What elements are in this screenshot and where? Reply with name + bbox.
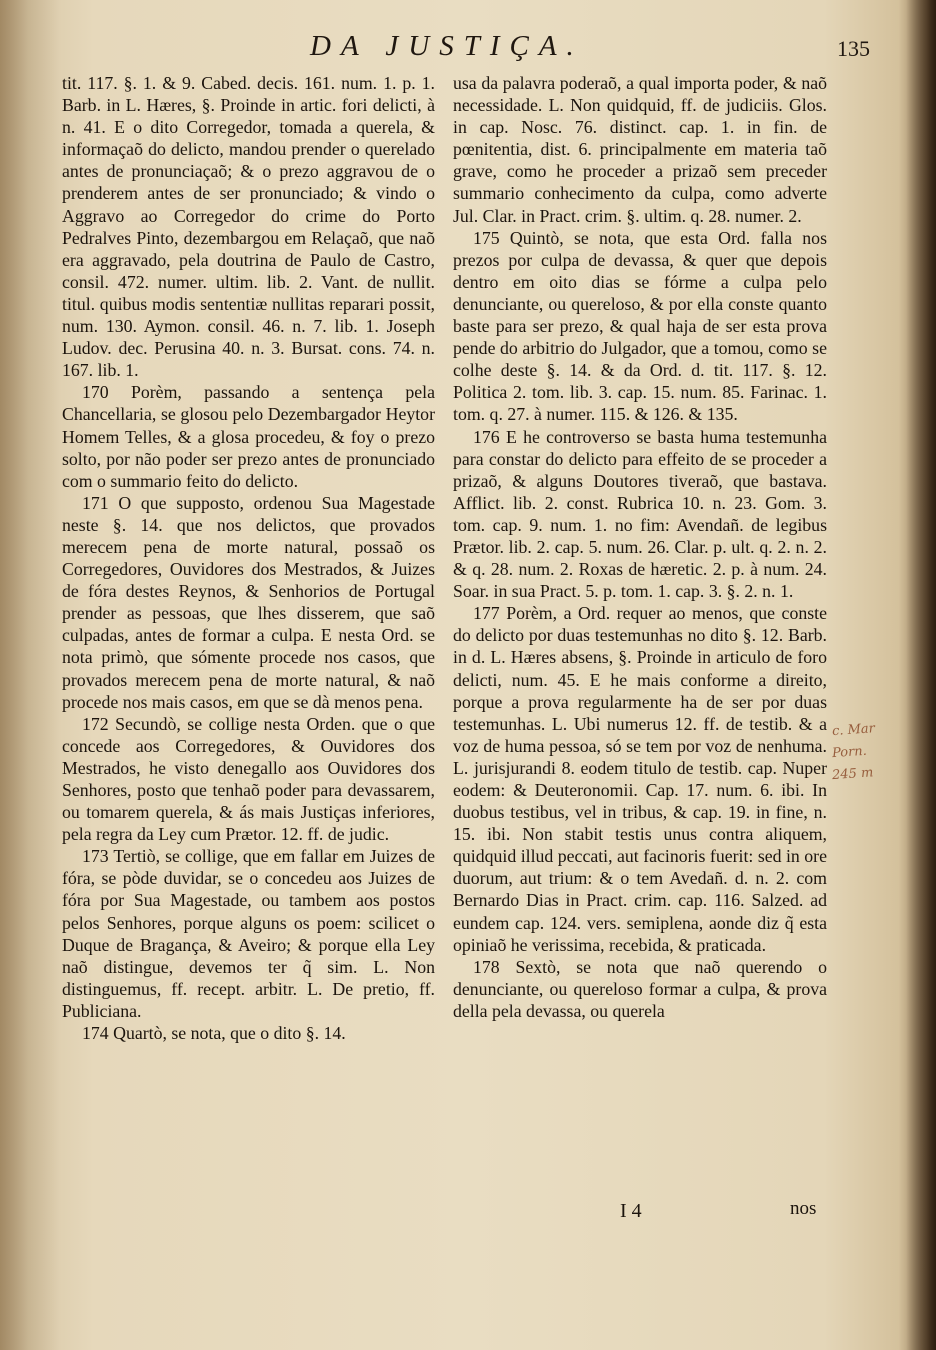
paragraph-177: 177 Porèm, a Ord. requer ao menos, que conste do delicto por duas testemunhas no dito §. 12. Barb. in d. L. Hæres absens, §. Proinde in articulo de foro delicti, num. 45. E he mais conforme a direito, porque a prova regularmente ha de ser por duas testemunhas. L. Ubi numerus 12. ff. de testib. & a voz de huma pessoa, só se tem por voz de nenhuma. L. jurisjurandi 8. eodem titulo de testib. cap. Nuper eodem: & Deuteronomii. Cap. 17. num. 6. ibi. In duobus testibus, vel in tribus, & cap. 19. in fine, n. 15. ibi. Non stabit testis unus contra aliquem, quidquid illud peccati, aut facinoris fuerit: sed in ore duorum, aut trium: & o tem Avedañ. d. n. 2. com Bernardo Dias in Pract. crim. cap. 116. Salzed. ad eundem cap. 124. vers. semiplena, aonde diz q̃ esta opiniaõ he verissima, recebida, & praticada. bbox=[453, 603, 827, 955]
paragraph-continued-right: usa da palavra poderaõ, a qual importa poder, & naõ necessidade. L. Non quidquid, ff. de judiciis. Glos. in cap. Nosc. 76. distinct. cap. 1. in fin. de pœnitentia, dist. 6. principalmente em materia taõ grave, como he proceder a prizaõ sem preceder summario conhecimento da culpa, como adverte Jul. Clar. in Pract. crim. §. ultim. q. 28. numer. 2. bbox=[453, 73, 827, 226]
page-number: 135 bbox=[837, 36, 870, 61]
margin-note-line: c. Mar bbox=[831, 721, 876, 740]
edge-shadow bbox=[906, 0, 936, 1350]
paragraph-171: 171 O que supposto, ordenou Sua Magestade neste §. 14. que nos delictos, que provados merecem pena de morte natural, possaõ os Corregedores, Ouvidores dos Mestrados, & Juizes de fóra destes Reynos, & Senhorios de Portugal prender as pessoas, que lhes disserem, que saõ culpadas, antes de formar a culpa. E nesta Ord. se nota primò, que sómente procede nos casos, que provados merecem pena de morte natural, & naõ procede nos mais casos, em que se dà menos pena. bbox=[62, 492, 435, 712]
page-header bbox=[60, 30, 900, 70]
paragraph-170: 170 Porèm, passando a sentença pela Chancellaria, se glosou pelo Dezembargador Heytor Homem Telles, & a glosa procedeu, & foy o prezo solto, por não poder ser prezo antes de pronunciado com o summario feito do delicto. bbox=[62, 382, 435, 491]
signature-mark: I 4 bbox=[620, 1200, 642, 1222]
margin-note-line: 245 m bbox=[831, 765, 874, 784]
paragraph-175: 175 Quintò, se nota, que esta Ord. falla nos prezos por culpa de devassa, & quer que depois dentro em oito dias se fórme a culpa pelo denunciante, ou querelosо, & por ella conste quanto baste para ser prezo, & qual haja de ser esta prova pende do arbitrio do Julgador, que a tomou, como se colhe deste §. 14. & da Ord. d. tit. 117. §. 12. Politica 2. tom. lib. 3. cap. 15. num. 85. Farinac. 1. tom. q. 27. à numer. 115. & 126. & 135. bbox=[453, 227, 827, 425]
paragraph-176: 176 E he controverso se basta huma testemunha para constar do delicto para effeito de se proceder a prizaõ, & alguns Doutores tiveraõ, que bastava. Afflict. lib. 2. const. Rubrica 10. n. 23. Gom. 3. tom. cap. 9. num. 1. no fim: Avendañ. de legibus Prætor. lib. 2. cap. 5. num. 26. Clar. p. ult. q. 2. n. 2. & q. 28. num. 2. Roxas de hæretic. 2. p. à num. 24. Soar. in sua Pract. 5. p. tom. 1. cap. 3. §. 2. n. 1. bbox=[453, 426, 827, 602]
margin-note-line: Porn. bbox=[831, 743, 868, 762]
right-column bbox=[453, 72, 827, 1022]
gutter-shadow bbox=[0, 0, 60, 1350]
paragraph-178: 178 Sextò, se nota que naõ querendo o denunciante, ou querelosо formar a culpa, & prova della pela devassa, ou querela bbox=[453, 956, 827, 1021]
paragraph-173: 173 Tertiò, se collige, que em fallar em Juizes de fóra, se pòde duvidar, se o concedeu aos Juizes de fóra por Sua Magestade, ou tambem aos postos pelos Senhores, porque alguns os poem: scilicet o Duque de Bragança, & Aveiro; & porque ella Ley naõ distingue, devemos ter q̃ sim. L. Non distinguemus, ff. recept. arbitr. L. De pretio, ff. Publiciana. bbox=[62, 846, 435, 1021]
handwritten-margin-note bbox=[832, 718, 922, 784]
left-column bbox=[62, 72, 435, 1044]
catchword: nos bbox=[790, 1198, 817, 1219]
paragraph-continued: tit. 117. §. 1. & 9. Cabed. decis. 161. num. 1. p. 1. Barb. in L. Hæres, §. Proinde in artic. fori delicti, à n. 41. E o dito Corregedor, tomada a querela, & informaçaõ do delicto, mandou prender o querelado antes de pronunciaçaõ; & o prezo aggravou de o prenderem antes de ser pronunciado; & vindo o Aggravo ao Corregedor do crime do Porto Pedralves Pinto, dezembargou em Relaçaõ, que naõ era aggravado, pela doutrina de Paulo de Castro, consil. 472. numer. ultim. lib. 2. Vant. de nullit. titul. quibus modis sententiæ nullitas reparari possit, num. 130. Aymon. consil. 46. n. 7. lib. 1. Joseph Ludov. dec. Perusina 40. n. 3. Bursat. cons. 74. n. 167. lib. 1. bbox=[62, 73, 435, 381]
paragraph-172: 172 Secundò, se collige nesta Orden. que o que concede aos Corregedores, & Ouvidores dos Mestrados, he visto denegallo aos Ouvidores dos Senhores, posto que tenhaõ poder para devassarem, ou tomarem querela, & ás mais Justiças inferiores, pela regra da Ley cum Prætor. 12. ff. de judic. bbox=[62, 713, 435, 845]
running-head: DA JUSTIÇA. bbox=[310, 30, 584, 62]
paragraph-174: 174 Quartò, se nota, que o dito §. 14. bbox=[82, 1023, 346, 1044]
